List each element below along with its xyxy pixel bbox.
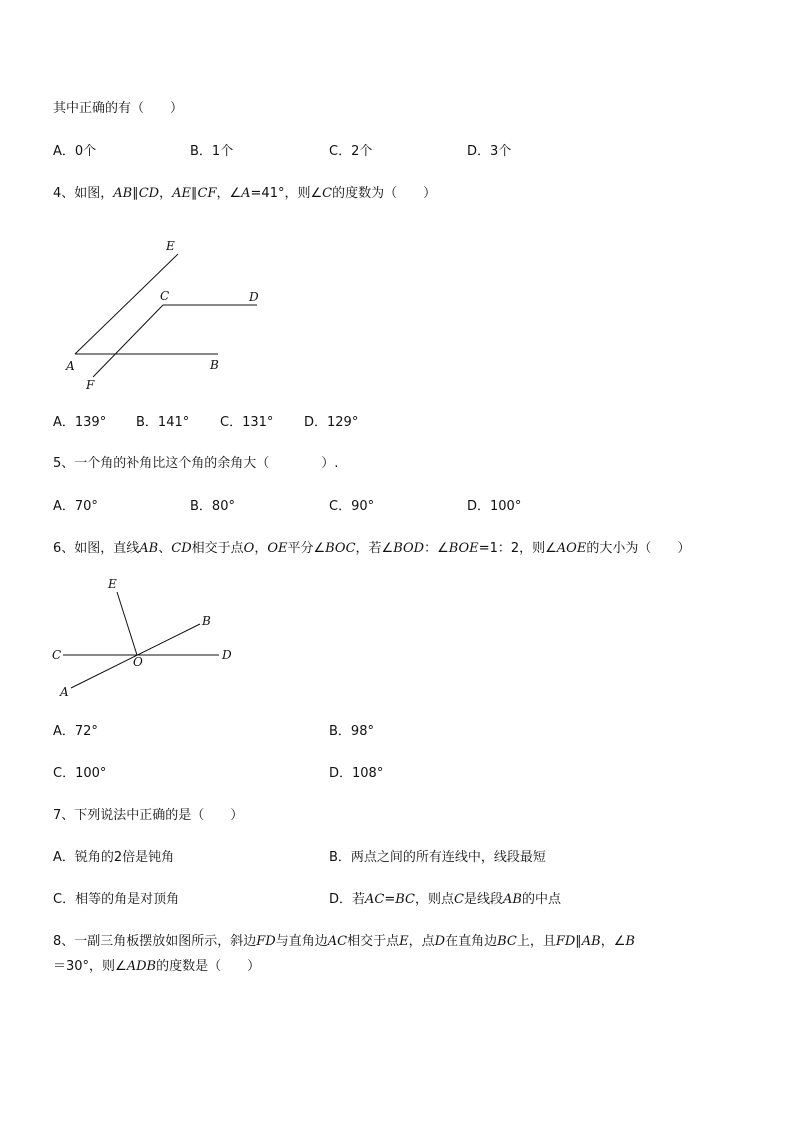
q8-stem-line1: 8、一副三角板摆放如图所示，斜边FD与直角边AC相交于点E，点D在直角边BC上，且FD∥AB，∠B <box>53 934 635 949</box>
q5-option-b[interactable]: B．80° <box>190 499 235 514</box>
q4-option-d[interactable]: D．129° <box>304 415 359 430</box>
label-a: A <box>60 685 69 699</box>
q4-option-c[interactable]: C．131° <box>220 415 274 430</box>
q6-stem: 6、如图，直线AB、CD相交于点O，OE平分∠BOC，若∠BOD：∠BOE=1：2，则∠AOE的大小为（ ） <box>53 541 691 556</box>
q3-option-c[interactable]: C．2个 <box>329 144 373 159</box>
label-e: E <box>166 239 175 253</box>
label-a: A <box>66 359 75 373</box>
q7-option-c[interactable]: C．相等的角是对顶角 <box>53 892 180 907</box>
label-c: C <box>160 289 170 303</box>
q8-stem-line2: ＝30°，则∠ADB的度数是（ ） <box>53 959 261 974</box>
label-o: O <box>133 655 143 669</box>
q5-option-c[interactable]: C．90° <box>329 499 375 514</box>
q3-option-b[interactable]: B．1个 <box>190 144 234 159</box>
q4-option-b[interactable]: B．141° <box>136 415 190 430</box>
q7-option-a[interactable]: A．锐角的2倍是钝角 <box>53 850 175 865</box>
q7-option-b[interactable]: B．两点之间的所有连线中，线段最短 <box>329 850 546 865</box>
label-f: F <box>86 378 95 392</box>
q3-stem: 其中正确的有（ ） <box>53 101 184 116</box>
q6-option-c[interactable]: C．100° <box>53 766 107 781</box>
q3-option-d[interactable]: D．3个 <box>467 144 512 159</box>
q4-option-a[interactable]: A．139° <box>53 415 107 430</box>
q3-option-a[interactable]: A．0个 <box>53 144 97 159</box>
q6-option-b[interactable]: B．98° <box>329 724 374 739</box>
q7-stem: 7、下列说法中正确的是（ ） <box>53 808 244 823</box>
q6-option-d[interactable]: D．108° <box>329 766 384 781</box>
q5-option-a[interactable]: A．70° <box>53 499 98 514</box>
label-b: B <box>202 614 211 628</box>
q7-option-d[interactable]: D．若AC=BC，则点C是线段AB的中点 <box>329 892 561 907</box>
q5-option-d[interactable]: D．100° <box>467 499 522 514</box>
line-oe <box>117 592 137 655</box>
label-c: C <box>52 648 62 662</box>
label-d: D <box>249 290 259 304</box>
label-b: B <box>210 358 219 372</box>
label-e: E <box>108 577 117 591</box>
q6-option-a[interactable]: A．72° <box>53 724 98 739</box>
q5-stem: 5、一个角的补角比这个角的余角大（ ）. <box>53 456 339 471</box>
label-d: D <box>222 648 232 662</box>
q4-stem: 4、如图，AB∥CD，AE∥CF，∠A=41°，则∠C的度数为（ ） <box>53 186 437 201</box>
